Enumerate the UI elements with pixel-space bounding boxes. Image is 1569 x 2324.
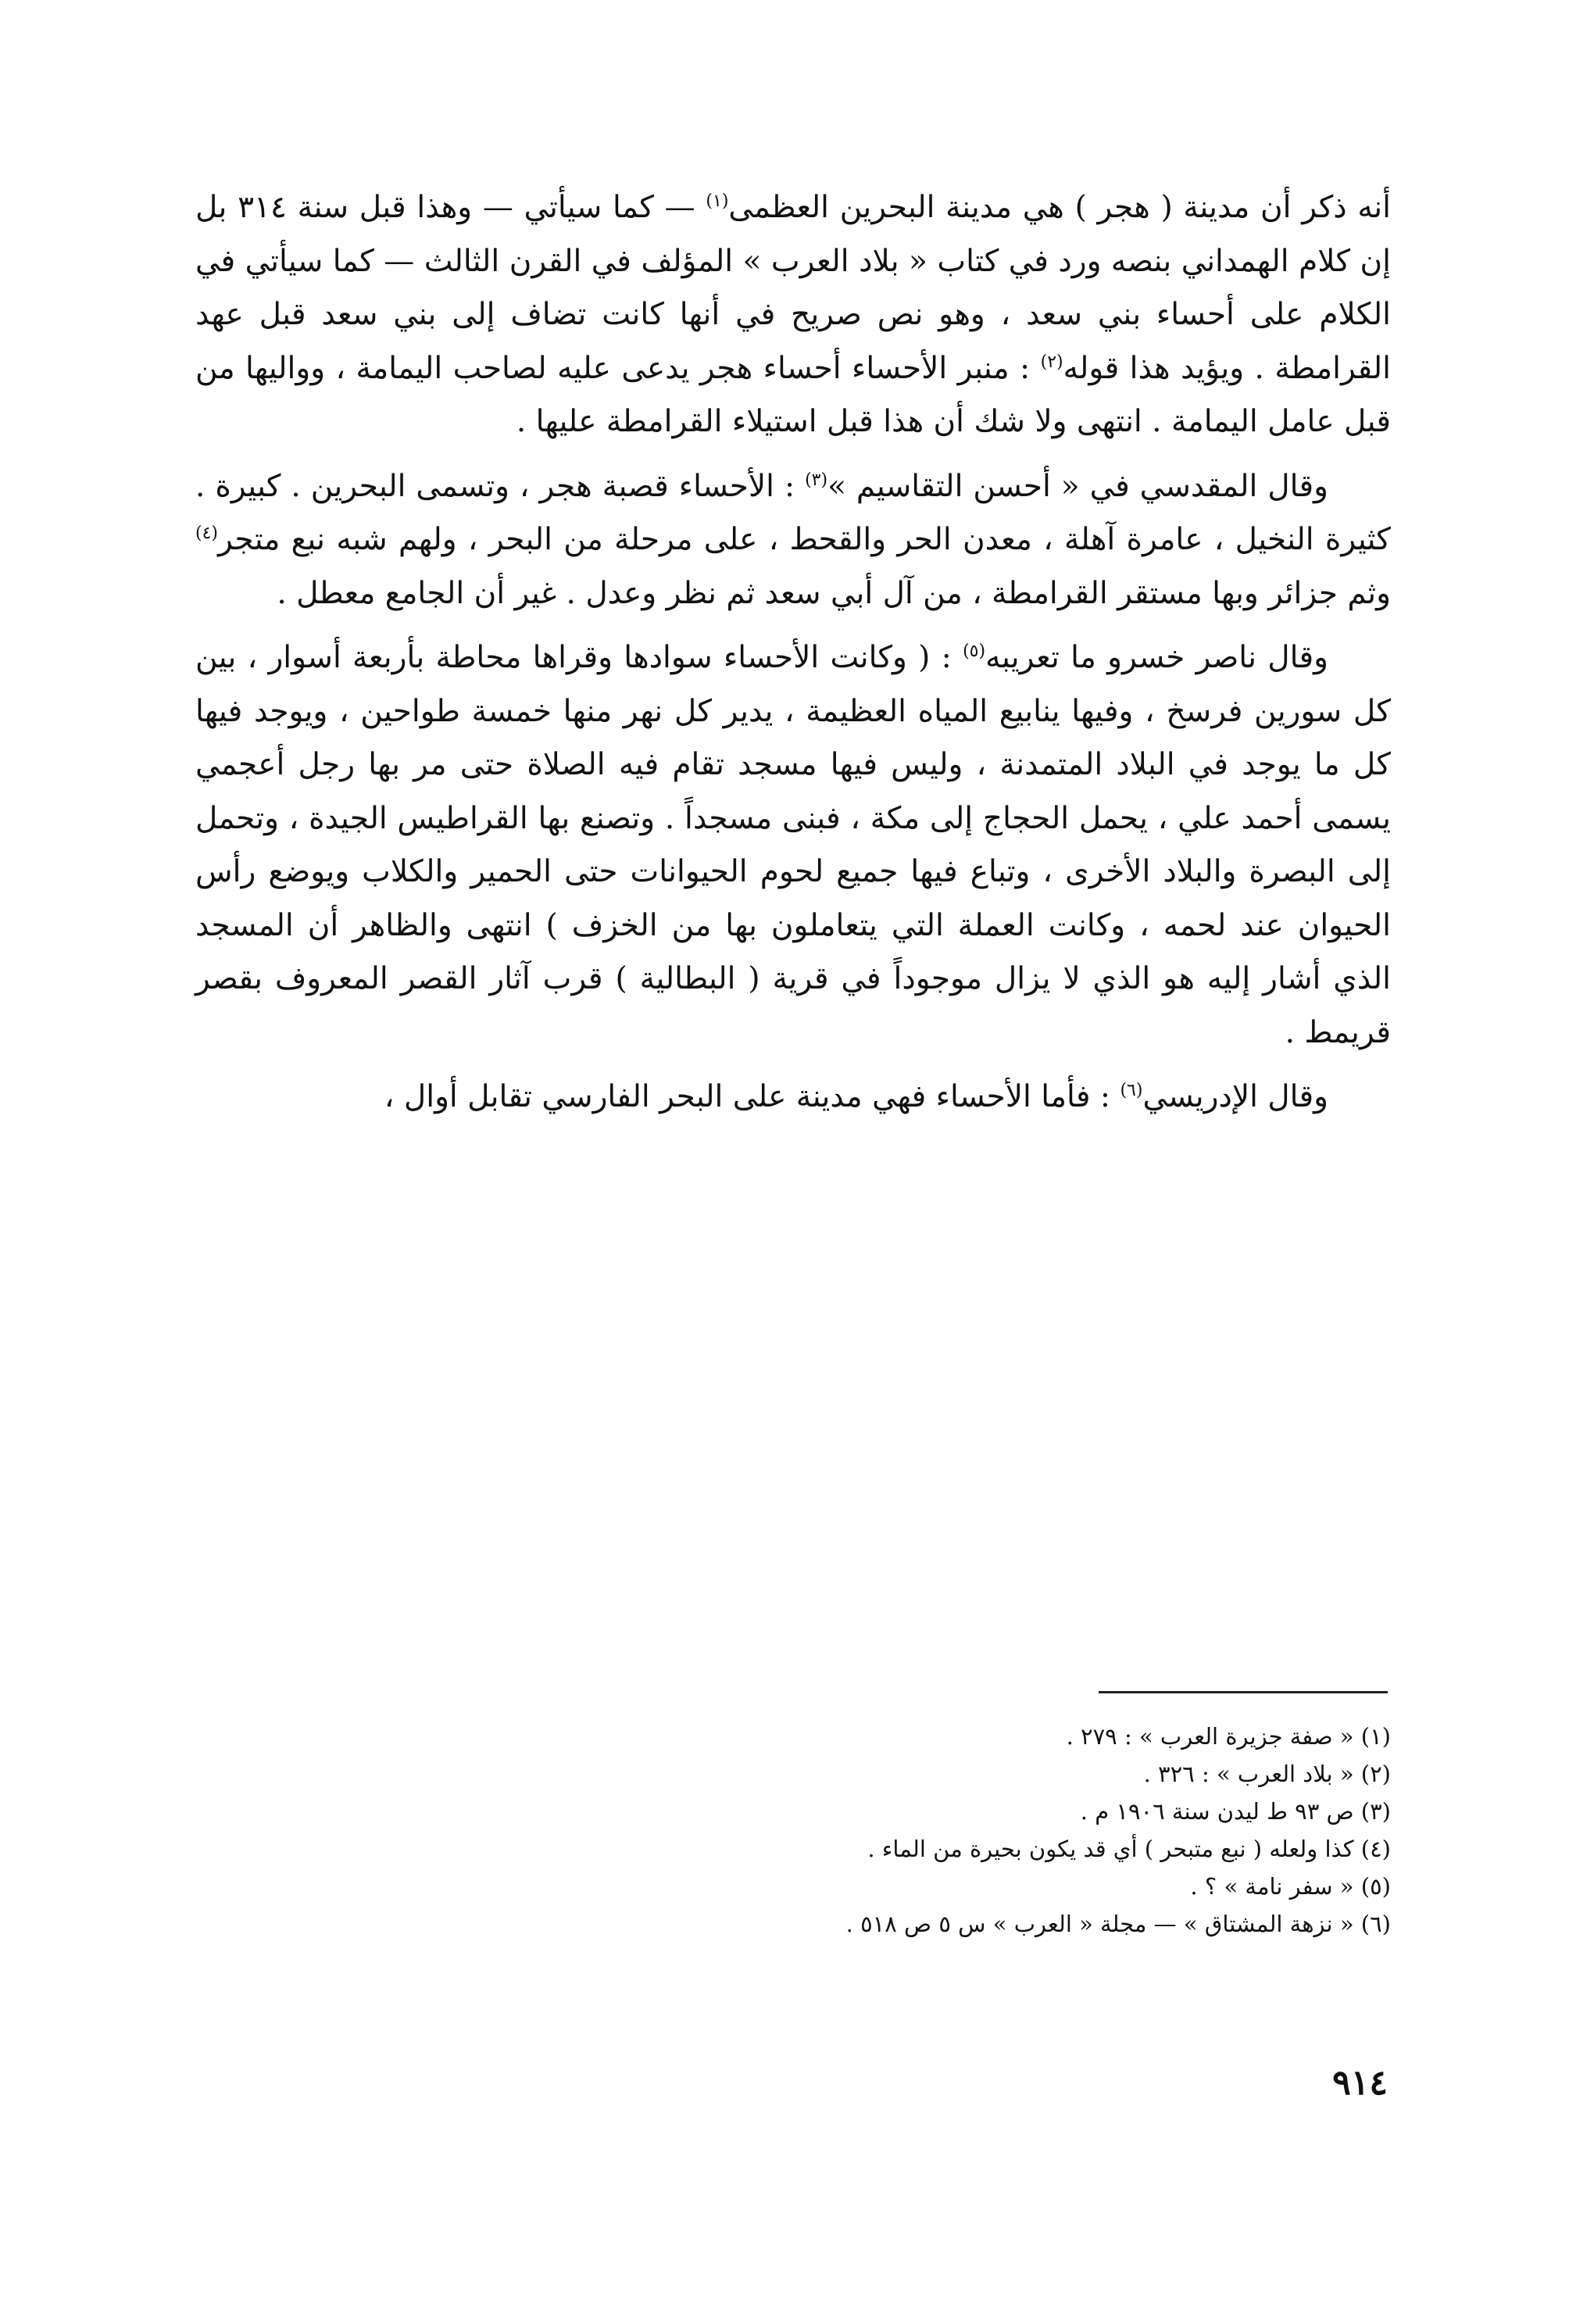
paragraph [195, 631, 1391, 1060]
footnote-item: (١) « صفة جزيرة العرب » : ٢٧٩ . [1066, 1723, 1391, 1750]
footnote-reference: (٣) [805, 470, 828, 490]
paragraph-text: : الأحساء قصبة هجر ، وتسمى البحرين . كبيرة . كثيرة النخيل ، عامرة آهلة ، معدن الحر والقحط ، على مرحلة من البحر ، ولهم شبه نبع متجر [195, 468, 1391, 557]
paragraph [195, 460, 1391, 621]
paragraph-text: — كما سيأتي — وهذا قبل سنة ٣١٤ بل إن كلام الهمداني بنصه ورد في كتاب « بلاد العرب » المؤلف في القرن الثالث — كما سيأتي في الكلام على أحساء بني سعد ، وهو نص صريح في أنها كانت تضاف إلى بني سعد قبل عهد القرامطة . ويؤيد هذا قوله [195, 190, 1391, 386]
paragraph-text: وقال المقدسي في « أحسن التقاسيم » [827, 468, 1328, 504]
footnote-reference: (٢) [1040, 352, 1063, 372]
paragraph-text: أنه ذكر أن مدينة ( هجر ) هي مدينة البحرين العظمى [728, 190, 1391, 225]
paragraph-text: : منبر الأحساء أحساء هجر يدعى عليه لصاحب اليمامة ، وواليها من قبل عامل اليمامة . انتهى ولا شك أن هذا قبل استيلاء القرامطة عليها . [195, 350, 1391, 439]
footnote-item: (٦) « نزهة المشتاق » — مجلة « العرب » س ٥ ص ٥١٨ . [845, 1911, 1391, 1937]
footnotes [195, 1718, 1391, 1943]
footnote-reference: (٤) [195, 524, 219, 543]
footnote-reference: (٥) [963, 642, 986, 661]
paragraph-text: : ( وكانت الأحساء سوادها وقراها محاطة بأربعة أسوار ، بين كل سورين فرسخ ، وفيها ينابيع المياه العظيمة ، يدير كل نهر منها خمسة طواحين ، ويوجد فيها كل ما يوجد في البلاد المتمدنة ، وليس فيها مسجد تقام فيه الصلاة حتى مر بها رجل أعجمي يسمى أحمد علي ، يحمل الحجاج إلى مكة ، فبنى مسجداً . وتصنع بها القراطيس الجيدة ، وتحمل إلى البصرة والبلاد الأخرى ، وتباع فيها جميع لحوم الحيوانات حتى الحمير والكلاب ويوضع رأس الحيوان عند لحمه ، وكانت العملة التي يتعاملون بها من الخزف ) انتهى والظاهر أن المسجد الذي أشار إليه هو الذي لا يزال موجوداً في قرية ( البطالية ) قرب آثار القصر المعروف بقصر قريمط . [195, 640, 1391, 1050]
paragraph-text: وقال الإدريسي [1142, 1079, 1328, 1114]
paragraph [195, 181, 1391, 449]
paragraph [195, 1071, 1391, 1124]
footnote-item: (٥) « سفر نامة » ؟ . [1190, 1873, 1391, 1900]
paragraph-text: وثم جزائر وبها مستقر القرامطة ، من آل أبي سعد ثم نظر وعدل . غير أن الجامع معطل . [277, 575, 1391, 611]
footnote-item: (٤) كذا ولعله ( نبع متبحر ) أي قد يكون بحيرة من الماء . [867, 1836, 1391, 1862]
footnote-reference: (٦) [1120, 1081, 1143, 1100]
footnote-reference: (١) [706, 191, 729, 211]
paragraph-text: وقال ناصر خسرو ما تعريبه [985, 640, 1328, 675]
paragraph-text: : فأما الأحساء فهي مدينة على البحر الفارسي تقابل أوال ، [384, 1079, 1120, 1114]
footnote-item: (٢) « بلاد العرب » : ٣٢٦ . [1143, 1761, 1391, 1787]
footnote-item: (٣) ص ٩٣ ط ليدن سنة ١٩٠٦ م . [1080, 1798, 1391, 1825]
main-text [195, 181, 1391, 1124]
page-number: ٩١٤ [1332, 2063, 1388, 2103]
footnote-divider [1099, 1691, 1388, 1693]
